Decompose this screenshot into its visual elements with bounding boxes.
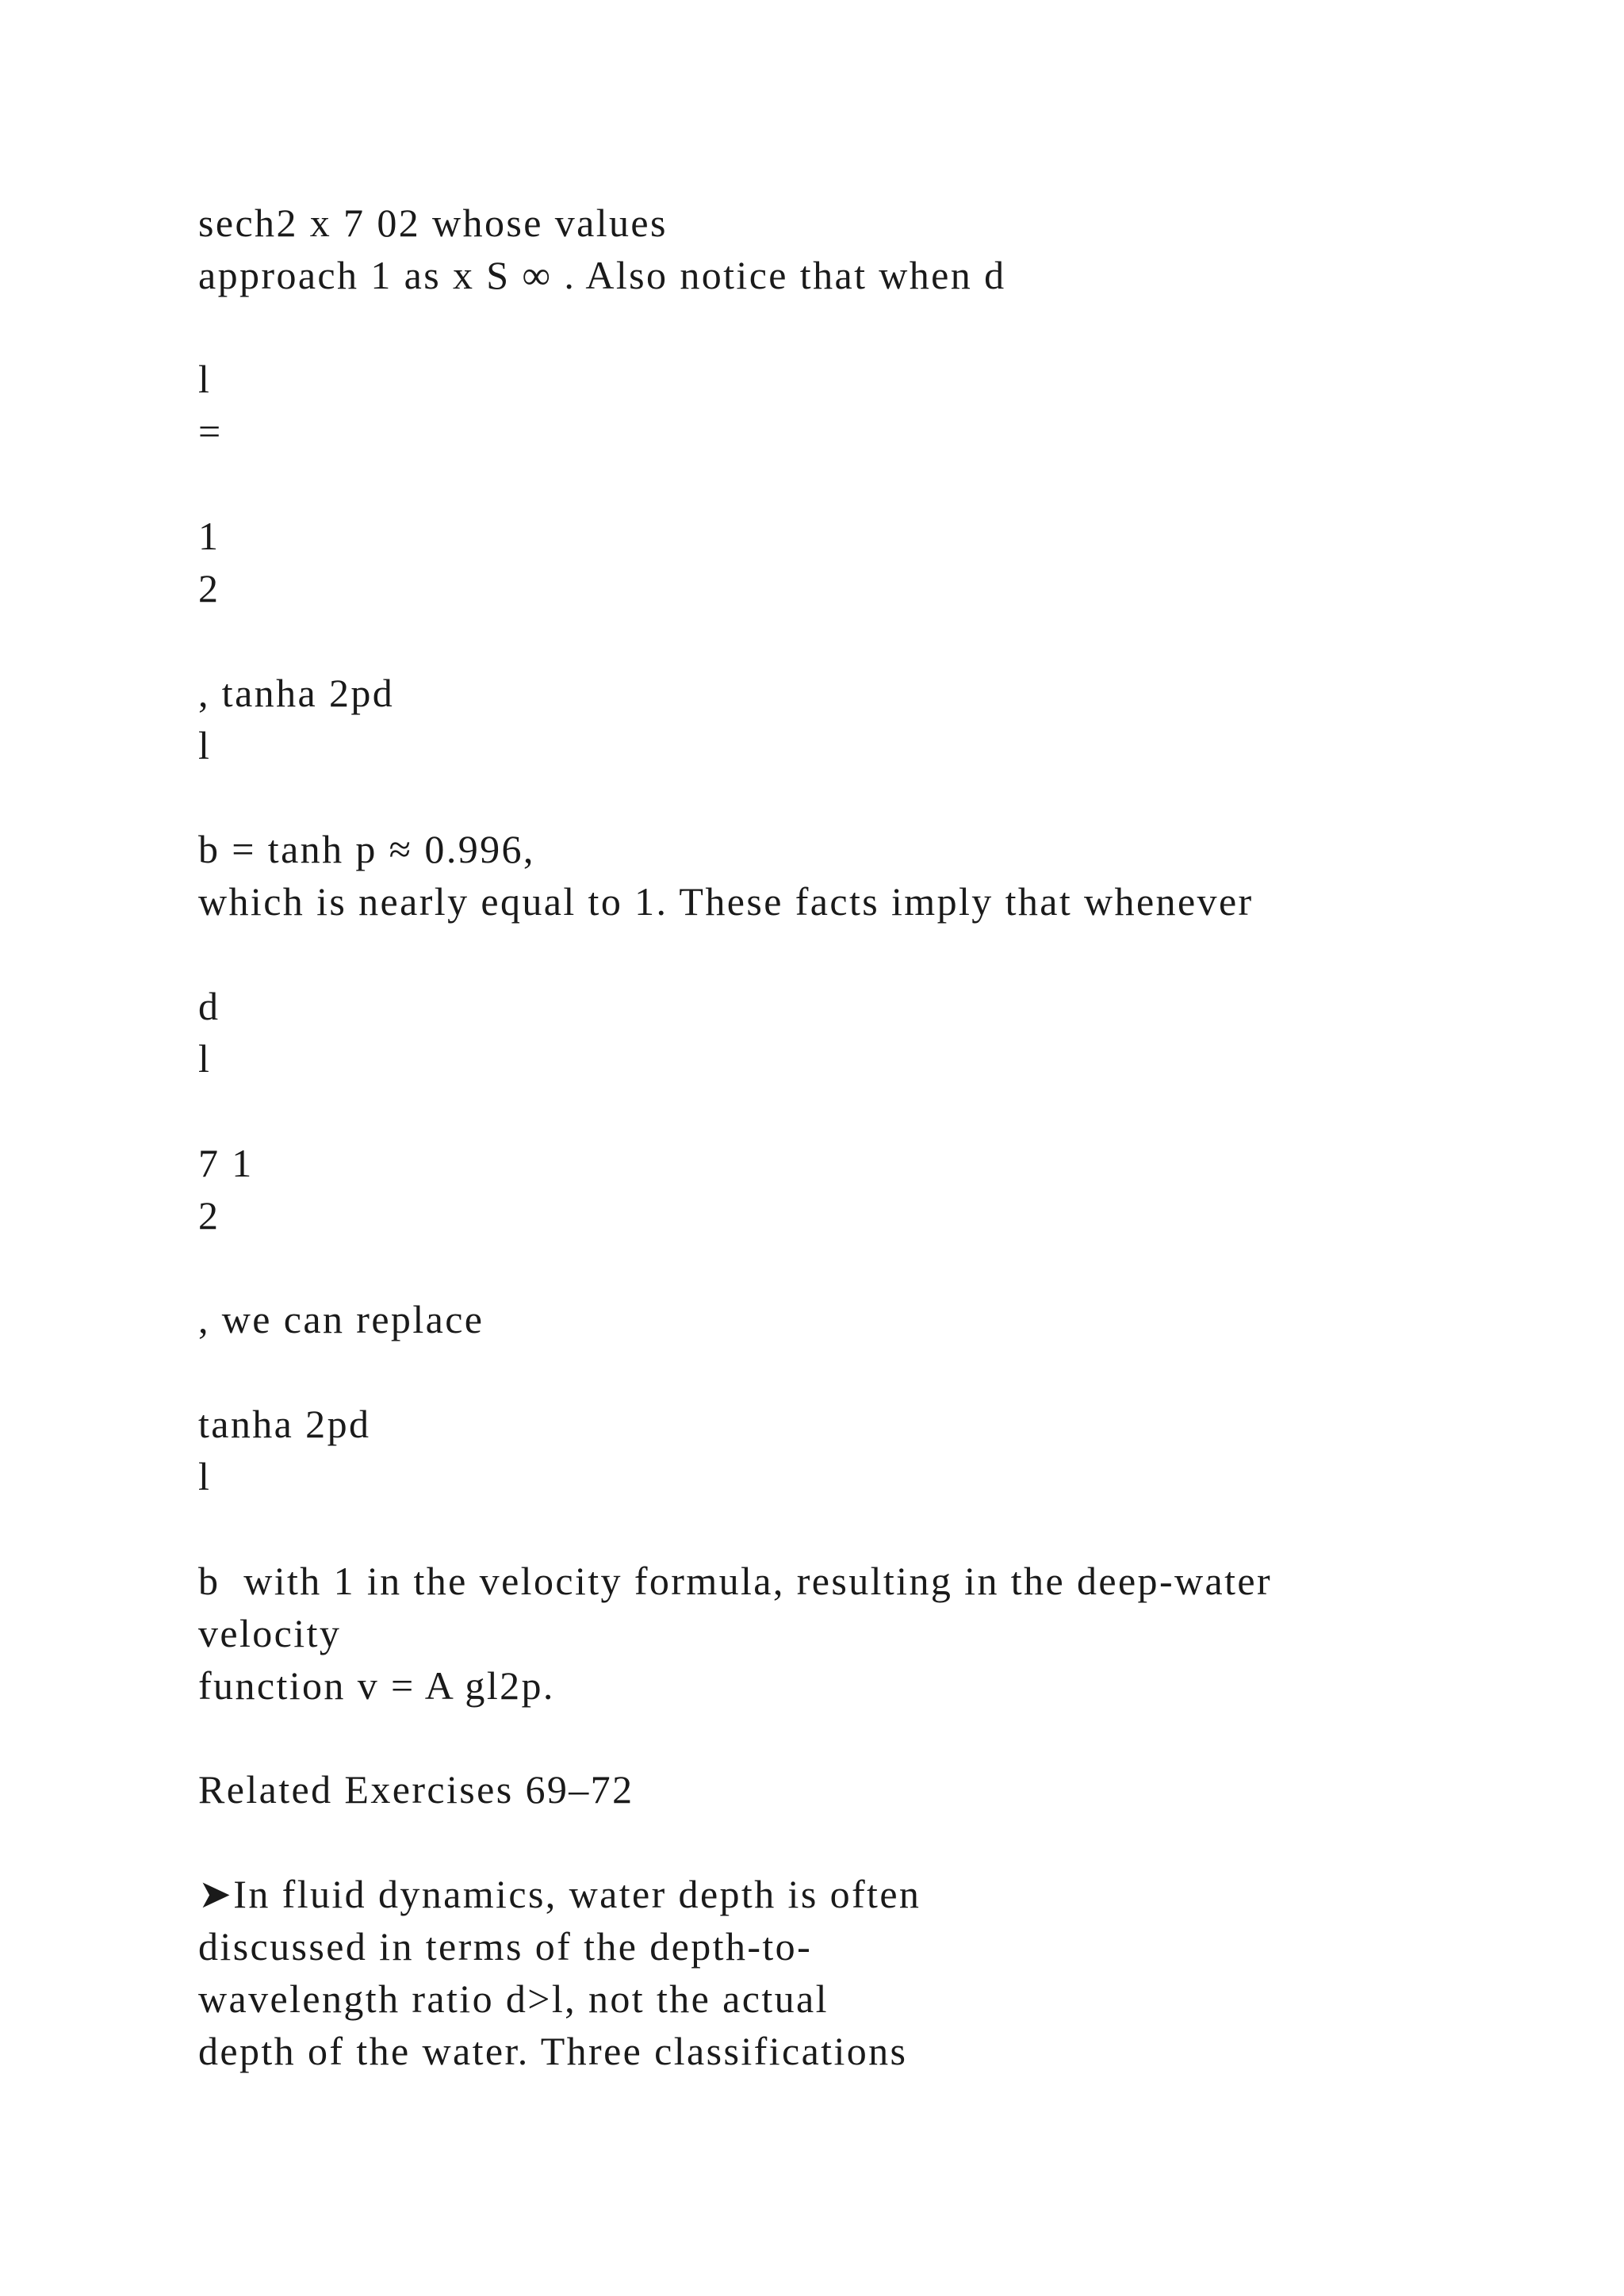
text-line: 1: [198, 514, 220, 558]
text-line: b = tanh p ≈ 0.996,: [198, 827, 535, 871]
text-line: 7 1: [198, 1141, 254, 1185]
text-line: l: [198, 357, 212, 401]
text-line: l: [198, 1036, 212, 1081]
text-line: 2: [198, 566, 220, 610]
margin-note-line: ➤In fluid dynamics, water depth is often: [198, 1872, 921, 1916]
text-line: velocity: [198, 1611, 342, 1655]
text-line: function v = A gl2p.: [198, 1663, 555, 1708]
text-line: sech2 x 7 02 whose values: [198, 201, 668, 245]
text-line: l: [198, 1454, 212, 1498]
text-line: approach 1 as x S ∞ . Also notice that when d: [198, 253, 1006, 297]
text-line: d: [198, 984, 220, 1028]
text-line: tanha 2pd: [198, 1402, 371, 1446]
text-line: , tanha 2pd: [198, 671, 395, 715]
margin-note-line: wavelength ratio d>l, not the actual: [198, 1976, 829, 2021]
text-line: , we can replace: [198, 1297, 485, 1341]
text-line: which is nearly equal to 1. These facts imply that whenever: [198, 879, 1254, 924]
margin-note-line: discussed in terms of the depth-to-: [198, 1924, 813, 1969]
text-line: 2: [198, 1193, 220, 1238]
margin-note-line: depth of the water. Three classifications: [198, 2029, 908, 2073]
text-line: l: [198, 723, 212, 767]
related-exercises: Related Exercises 69–72: [198, 1767, 634, 1812]
text-line: =: [198, 409, 223, 453]
text-line: b with 1 in the velocity formula, resulting in the deep-water: [198, 1559, 1273, 1603]
